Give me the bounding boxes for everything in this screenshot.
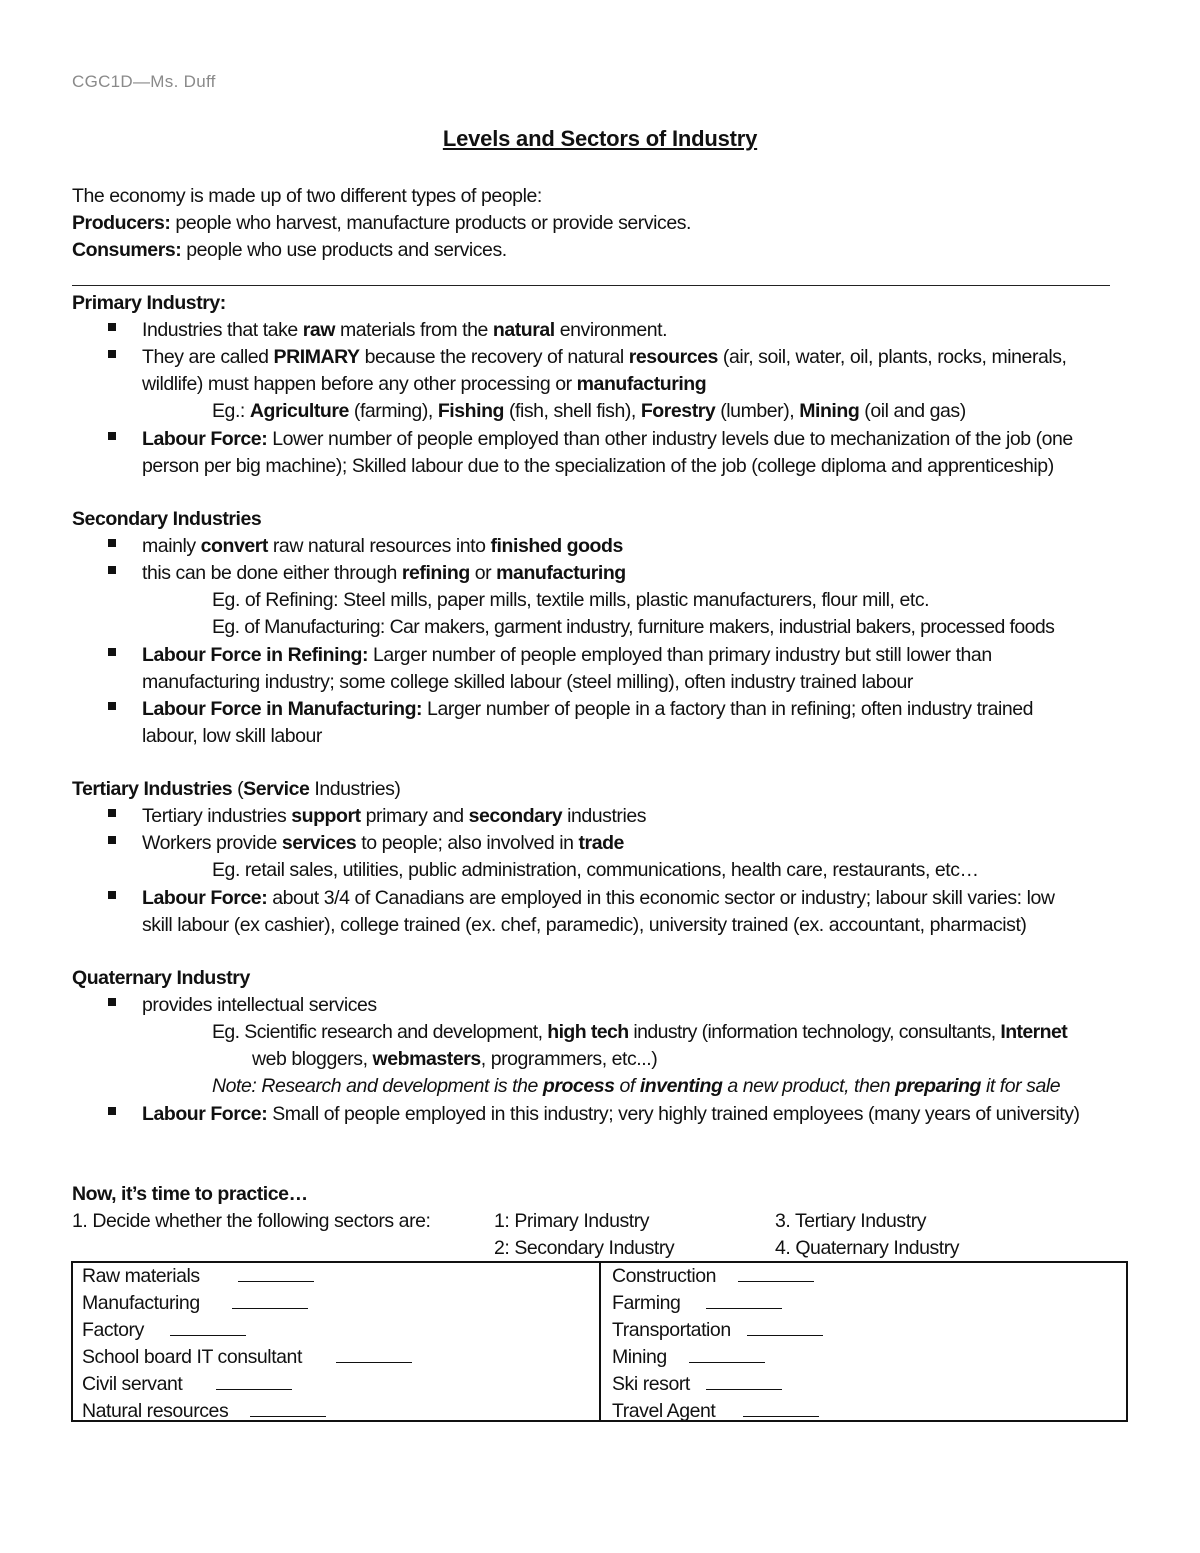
producers-text: people who harvest, manufacture products or provide services.	[170, 212, 692, 234]
quaternary-bullet-1: provides intellectual services	[142, 994, 377, 1016]
table-row	[612, 1317, 823, 1344]
answer-blank[interactable]	[216, 1371, 292, 1390]
table-row	[612, 1398, 819, 1425]
secondary-eg-manufacturing: Eg. of Manufacturing: Car makers, garment industry, furniture makers, industrial bakers, processed foods	[212, 616, 1055, 638]
consumers-text: people who use products and services.	[181, 239, 507, 261]
secondary-labour-refining: Labour Force in Refining: Larger number of people employed than primary industry but still lower than	[142, 644, 992, 666]
quaternary-examples: Eg. Scientific research and development, high tech industry (information technology, consultants, Internet	[212, 1021, 1068, 1043]
table-row	[612, 1290, 782, 1317]
answer-blank[interactable]	[747, 1317, 823, 1336]
table-row	[612, 1344, 765, 1371]
answer-blank[interactable]	[738, 1263, 814, 1282]
secondary-labour-manufacturing-cont: labour, low skill labour	[142, 725, 322, 747]
sector-label: Construction	[612, 1265, 717, 1287]
table-row	[82, 1344, 412, 1371]
bullet-icon	[108, 539, 116, 547]
secondary-eg-refining: Eg. of Refining: Steel mills, paper mills, textile mills, plastic manufacturers, flour mill, etc.	[212, 589, 930, 611]
secondary-bullet-1: mainly convert raw natural resources into finished goods	[142, 535, 623, 557]
bullet-icon	[108, 1107, 116, 1115]
intro-line: The economy is made up of two different types of people:	[72, 185, 542, 207]
answer-blank[interactable]	[689, 1344, 765, 1363]
bullet-icon	[108, 702, 116, 710]
primary-labour-cont: person per big machine); Skilled labour due to the specialization of the job (college diploma and apprenticeship)	[142, 455, 1054, 477]
consumers-term: Consumers:	[72, 239, 182, 261]
table-row	[82, 1371, 292, 1398]
bullet-icon	[108, 432, 116, 440]
bullet-icon	[108, 836, 116, 844]
sector-label: Factory	[82, 1319, 144, 1341]
primary-bullet-2: They are called PRIMARY because the recovery of natural resources (air, soil, water, oil, plants, rocks, minerals,	[142, 346, 1067, 368]
table-divider	[599, 1263, 601, 1420]
answer-blank[interactable]	[238, 1263, 314, 1282]
bullet-icon	[108, 323, 116, 331]
answer-blank[interactable]	[706, 1371, 782, 1390]
secondary-labour-manufacturing: Labour Force in Manufacturing: Larger number of people in a factory than in refining; often industry trained	[142, 698, 1034, 720]
table-row	[82, 1317, 246, 1344]
option-quaternary: 4. Quaternary Industry	[775, 1237, 960, 1259]
bullet-icon	[108, 648, 116, 656]
quaternary-note: Note: Research and development is the process of inventing a new product, then preparing it for sale	[212, 1075, 1061, 1097]
primary-bullet-1: Industries that take raw materials from the natural environment.	[142, 319, 668, 341]
quaternary-examples-cont: web bloggers, webmasters, programmers, etc...)	[252, 1048, 658, 1070]
secondary-heading: Secondary Industries	[72, 508, 262, 530]
sector-label: Raw materials	[82, 1265, 200, 1287]
sector-label: Manufacturing	[82, 1292, 200, 1314]
bullet-icon	[108, 809, 116, 817]
bullet-icon	[108, 350, 116, 358]
tertiary-labour-cont: skill labour (ex cashier), college trained (ex. chef, paramedic), university trained (ex. accountant, pharmacist)	[142, 914, 1027, 936]
primary-labour: Labour Force: Lower number of people employed than other industry levels due to mechanization of the job (one	[142, 428, 1073, 450]
answer-blank[interactable]	[336, 1344, 412, 1363]
tertiary-labour: Labour Force: about 3/4 of Canadians are employed in this economic sector or industry; labour skill varies: low	[142, 887, 1055, 909]
tertiary-heading: Tertiary Industries (Service Industries)	[72, 778, 401, 800]
sector-label: Mining	[612, 1346, 667, 1368]
secondary-bullet-2: this can be done either through refining or manufacturing	[142, 562, 626, 584]
page-title: Levels and Sectors of Industry	[442, 126, 758, 151]
producers-definition	[72, 210, 691, 237]
answer-blank[interactable]	[706, 1290, 782, 1309]
quaternary-heading: Quaternary Industry	[72, 967, 250, 989]
option-primary: 1: Primary Industry	[494, 1210, 650, 1232]
sector-label: School board IT consultant	[82, 1346, 302, 1368]
consumers-definition	[72, 237, 507, 264]
option-tertiary: 3. Tertiary Industry	[775, 1210, 927, 1232]
sector-label: Transportation	[612, 1319, 731, 1341]
producers-term: Producers:	[72, 212, 171, 234]
answer-blank[interactable]	[743, 1398, 819, 1417]
answer-blank[interactable]	[170, 1317, 246, 1336]
quaternary-labour: Labour Force: Small of people employed in this industry; very highly trained employees (many years of university)	[142, 1103, 1080, 1125]
section-divider	[72, 285, 1110, 286]
tertiary-bullet-2: Workers provide services to people; also involved in trade	[142, 832, 624, 854]
table-row	[82, 1263, 314, 1290]
bullet-icon	[108, 566, 116, 574]
tertiary-bullet-1: Tertiary industries support primary and secondary industries	[142, 805, 647, 827]
table-row	[612, 1371, 782, 1398]
answer-blank[interactable]	[250, 1398, 326, 1417]
sector-label: Ski resort	[612, 1373, 690, 1395]
sector-label: Civil servant	[82, 1373, 183, 1395]
option-secondary: 2: Secondary Industry	[494, 1237, 675, 1259]
tertiary-examples: Eg. retail sales, utilities, public administration, communications, health care, restaurants, etc…	[212, 859, 979, 881]
bullet-icon	[108, 998, 116, 1006]
sector-label: Farming	[612, 1292, 681, 1314]
table-row	[82, 1290, 308, 1317]
table-row	[82, 1398, 326, 1425]
primary-bullet-2-cont: wildlife) must happen before any other processing or manufacturing	[142, 373, 707, 395]
course-header: CGC1D—Ms. Duff	[72, 72, 216, 91]
bullet-icon	[108, 891, 116, 899]
primary-examples: Eg.: Agriculture (farming), Fishing (fish, shell fish), Forestry (lumber), Mining (oil and gas)	[212, 400, 966, 422]
practice-heading: Now, it’s time to practice…	[72, 1183, 308, 1205]
practice-question: 1. Decide whether the following sectors are:	[72, 1210, 431, 1232]
table-row	[612, 1263, 814, 1290]
secondary-labour-refining-cont: manufacturing industry; some college skilled labour (steel milling), often industry trained labour	[142, 671, 913, 693]
sector-label: Natural resources	[82, 1400, 229, 1422]
primary-heading: Primary Industry:	[72, 292, 226, 314]
sector-label: Travel Agent	[612, 1400, 716, 1422]
answer-blank[interactable]	[232, 1290, 308, 1309]
